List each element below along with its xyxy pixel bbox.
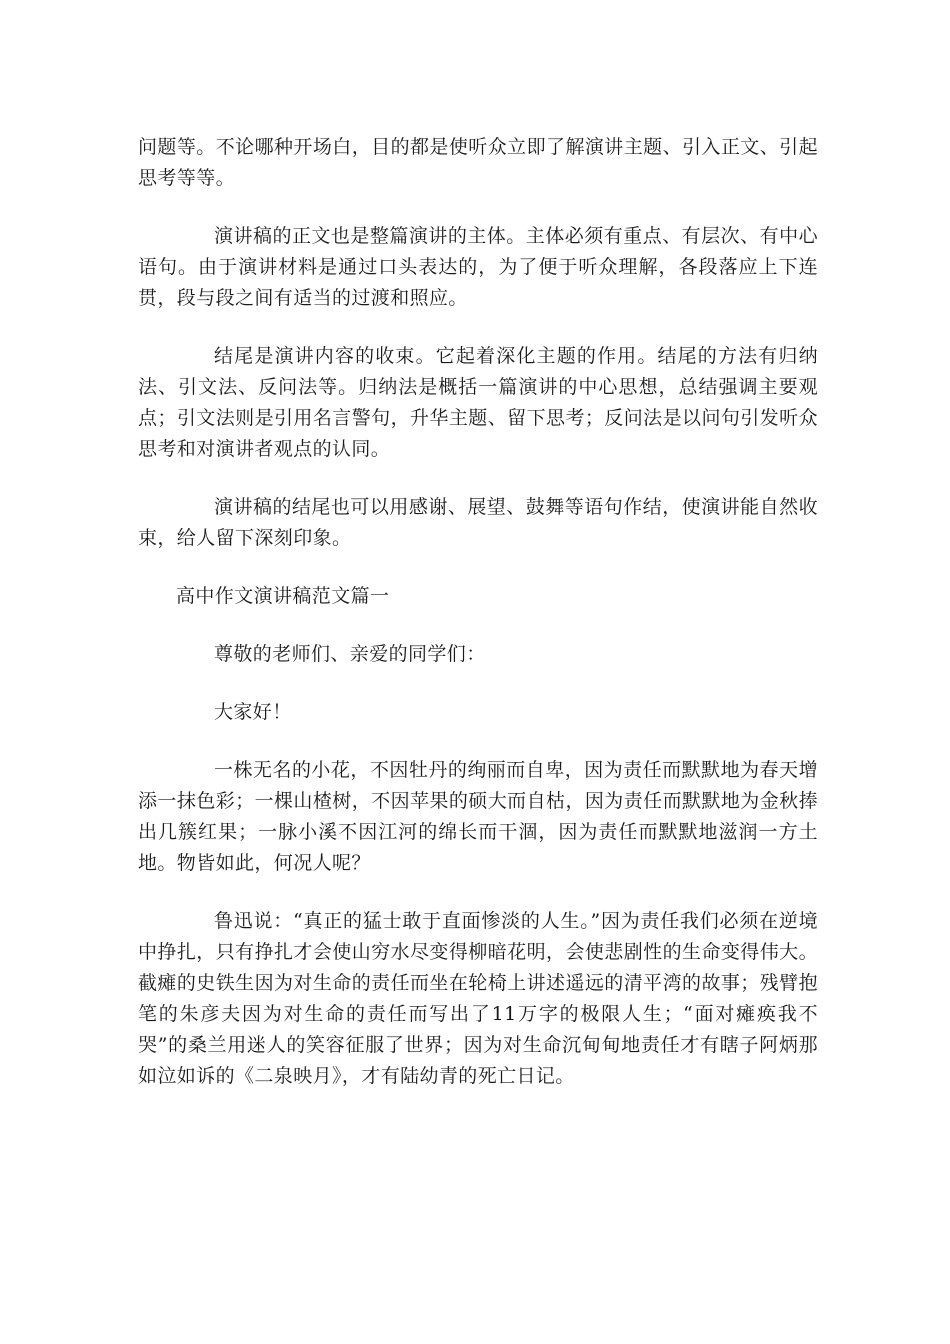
section-title: 高中作文演讲稿范文篇一 <box>176 585 390 607</box>
greeting: 大家好！ <box>214 701 292 723</box>
paragraph-opening-continuation: 问题等。不论哪种开场白，目的都是使听众立即了解演讲主题、引入正文、引起思考等等。 <box>138 136 818 189</box>
salutation: 尊敬的老师们、亲爱的同学们： <box>214 643 486 665</box>
paragraph-ending-methods: 结尾是演讲内容的收束。它起着深化主题的作用。结尾的方法有归纳法、引文法、反问法等。归纳法是概括一篇演讲的中心思想，总结强调主要观点；引文法则是引用名言警句，升华主题、留下思考；反问法是以问句引发听众思考和对演讲者观点的认同。 <box>138 345 818 460</box>
speech-paragraph-2: 鲁迅说：“真正的猛士敢于直面惨淡的人生。”因为责任我们必须在逆境中挣扎，只有挣扎才会使山穷水尽变得柳暗花明，会使悲剧性的生命变得伟大。截瘫的史铁生因为对生命的责任而坐在轮椅上讲述遥远的清平湾的故事；残臂抱笔的朱彦夫因为对生命的责任而写出了11万字的极限人生；“面对瘫痪我不哭”的桑兰用迷人的笑容征服了世界；因为对生命沉甸甸地责任才有瞎子阿炳那如泣如诉的《二泉映月》，才有陆幼青的死亡日记。 <box>138 910 818 1087</box>
speech-paragraph-1: 一株无名的小花，不因牡丹的绚丽而自卑，因为责任而默默地为春天增添一抹色彩；一棵山楂树，不因苹果的硕大而自枯，因为责任而默默地为金秋捧出几簇红果；一脉小溪不因江河的绵长而干涸，因为责任而默默地滋润一方土地。物皆如此，何况人呢？ <box>138 759 818 874</box>
paragraph-ending-closing: 演讲稿的结尾也可以用感谢、展望、鼓舞等语句作结，使演讲能自然收束，给人留下深刻印象。 <box>138 496 818 549</box>
paragraph-body-section: 演讲稿的正文也是整篇演讲的主体。主体必须有重点、有层次、有中心语句。由于演讲材料是通过口头表达的，为了便于听众理解，各段落应上下连贯，段与段之间有适当的过渡和照应。 <box>138 225 818 309</box>
document-text-block <box>138 132 818 1119</box>
